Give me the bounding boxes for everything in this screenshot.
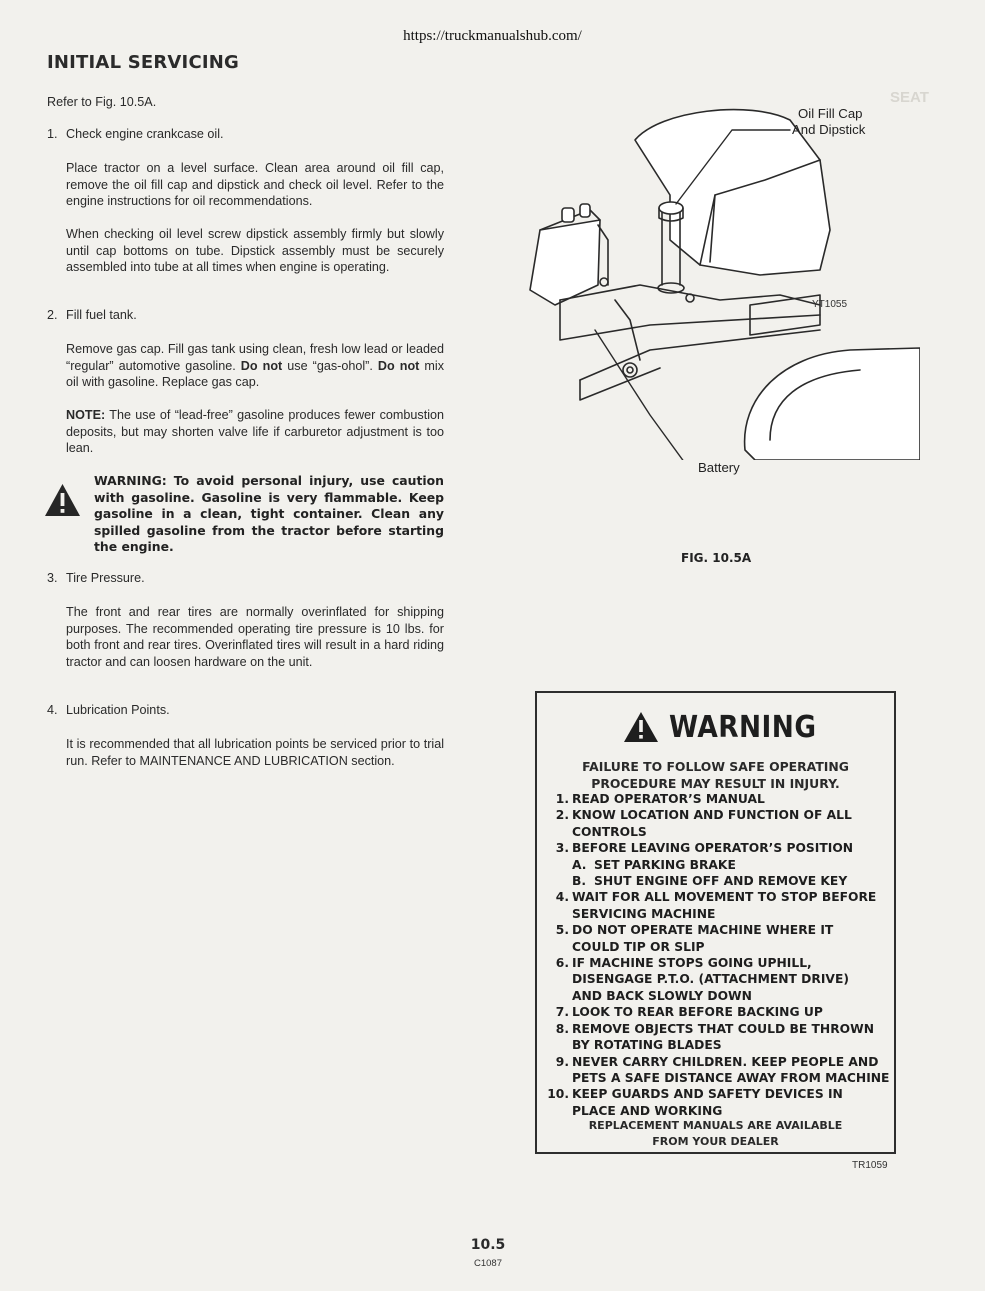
warning-item-number: 6. [555, 956, 569, 971]
warning-item-line: AND BACK SLOWLY DOWN [572, 988, 752, 1003]
warning-triangle-icon [623, 711, 659, 743]
warning-list-item [545, 1004, 890, 1020]
figure-code: YT1055 [812, 299, 848, 310]
page-number: 10.5 [470, 1237, 506, 1253]
battery-label: Battery [698, 460, 740, 475]
warning-item-line: COULD TIP OR SLIP [572, 939, 705, 954]
warning-header [623, 708, 837, 746]
warning-item-line: PLACE AND WORKING [572, 1103, 723, 1118]
warning-list-item [545, 1021, 890, 1054]
figure-caption: FIG. 10.5A [681, 551, 752, 565]
warning-list-item [545, 807, 890, 840]
warning-item-number: 9. [555, 1054, 569, 1069]
warning-box-code: TR1059 [852, 1160, 888, 1171]
warning-title: WARNING [669, 709, 817, 745]
dipstick-label: And Dipstick [792, 122, 866, 137]
step-2-title: Fill fuel tank. [66, 308, 137, 322]
warning-item-line: NEVER CARRY CHILDREN. KEEP PEOPLE AND [572, 1054, 879, 1069]
warning-item-line: REMOVE OBJECTS THAT COULD BE THROWN [572, 1021, 874, 1036]
warning-item-line: KNOW LOCATION AND FUNCTION OF ALL [572, 808, 852, 823]
step-3-title: Tire Pressure. [66, 571, 145, 585]
warning-item-number: 2. [555, 808, 569, 823]
warning-item-line: CONTROLS [572, 824, 647, 839]
step-4-title: Lubrication Points. [66, 703, 170, 717]
warning-item-line: READ OPERATOR’S MANUAL [572, 792, 765, 806]
step-2-paragraph: Remove gas cap. Fill gas tank using clean, fresh low lead or leaded “regular” automotive gasoline. Do not use “gas-ohol”. Do not mix oil with gasoline. Replace gas cap. [66, 342, 445, 389]
warning-item-line: WAIT FOR ALL MOVEMENT TO STOP BEFORE [572, 890, 877, 905]
gasoline-warning: WARNING: To avoid personal injury, use caution with gasoline. Gasoline is very flammable. Keep gasoline in a clean, tight container. Clean any spilled gasoline from the tractor before starting the engine. [94, 473, 444, 554]
warning-list-item [545, 1054, 890, 1087]
warning-item-number: 4. [555, 890, 569, 905]
warning-subitem-text: SET PARKING BRAKE [594, 857, 736, 872]
replacement-manuals-note: REPLACEMENT MANUALS ARE AVAILABLE FROM YOUR DEALER [588, 1119, 843, 1148]
step-1-number: 1. [47, 127, 58, 141]
warning-item-line: PETS A SAFE DISTANCE AWAY FROM MACHINE [572, 1070, 890, 1085]
warning-list-item [545, 955, 890, 1004]
warning-subitem-letter: A. [572, 857, 587, 872]
step-1-title: Check engine crankcase oil. [66, 127, 224, 141]
note-text: The use of “lead-free” gasoline produces fewer combustion deposits, but may shorten valve life if carburetor adjustment is too lean. [66, 408, 444, 455]
section-title: INITIAL SERVICING [47, 52, 239, 73]
warning-item-number: 7. [555, 1005, 569, 1020]
warning-item-number: 3. [555, 841, 569, 856]
warning-list-item [545, 840, 890, 889]
warning-list-item [545, 791, 890, 807]
warning-item-line: DISENGAGE P.T.O. (ATTACHMENT DRIVE) [572, 972, 849, 987]
note-label: NOTE: [66, 408, 106, 422]
oil-fill-cap-label: Oil Fill Cap [798, 106, 863, 121]
step-2-number: 2. [47, 308, 58, 322]
warning-subitem-letter: B. [572, 874, 587, 889]
warning-item-line: BEFORE LEAVING OPERATOR’S POSITION [572, 841, 854, 856]
warning-list-item [545, 1086, 890, 1119]
warning-list-item [545, 922, 890, 955]
step-3-paragraph: The front and rear tires are normally overinflated for shipping purposes. The recommended operating tire pressure is 10 lbs. for both front and rear tires. Overinflated tires will result in a hard riding tractor and can loosen hardware on the unit. [66, 605, 444, 669]
step-1-paragraph-1: Place tractor on a level surface. Clean area around oil fill cap, remove the oil fill cap and dipstick and check oil level. Refer to the engine instructions for oil recommendations. [66, 161, 444, 208]
warning-subitem-text: SHUT ENGINE OFF AND REMOVE KEY [594, 874, 848, 889]
bleed-through: SEAT [890, 89, 929, 106]
step-1-paragraph-2: When checking oil level screw dipstick assembly firmly but slowly until cap bottoms on tube. Dipstick assembly must be securely assembled into tube at all times when engine is operating. [66, 227, 444, 274]
source-url: https://truckmanualshub.com/ [403, 28, 582, 44]
safety-warning-box [535, 691, 896, 1154]
warning-item-line: LOOK TO REAR BEFORE BACKING UP [572, 1005, 823, 1020]
warning-item-line: KEEP GUARDS AND SAFETY DEVICES IN [572, 1087, 843, 1102]
warning-item-number: 5. [555, 923, 569, 938]
intro-text: Refer to Fig. 10.5A. [47, 95, 157, 109]
step-4-number: 4. [47, 703, 58, 717]
warning-list [545, 791, 890, 1119]
page-code: C1087 [474, 1258, 502, 1269]
step-4-paragraph: It is recommended that all lubrication points be serviced prior to trial run. Refer to MAINTENANCE AND LUBRICATION section. [66, 737, 444, 768]
warning-item-number: 8. [555, 1021, 569, 1036]
warning-list-item [545, 889, 890, 922]
note-paragraph [66, 407, 444, 457]
warning-subtitle: FAILURE TO FOLLOW SAFE OPERATING PROCEDURE MAY RESULT IN INJURY. [582, 759, 849, 791]
warning-item-line: SERVICING MACHINE [572, 906, 716, 921]
warning-item-number: 10. [547, 1087, 569, 1102]
warning-item-line: BY ROTATING BLADES [572, 1038, 722, 1053]
warning-item-line: IF MACHINE STOPS GOING UPHILL, [572, 956, 812, 971]
warning-item-line: DO NOT OPERATE MACHINE WHERE IT [572, 923, 834, 938]
warning-triangle-icon [44, 483, 81, 517]
engine-figure [520, 100, 920, 460]
step-3-number: 3. [47, 571, 58, 585]
warning-item-number: 1. [555, 792, 569, 806]
